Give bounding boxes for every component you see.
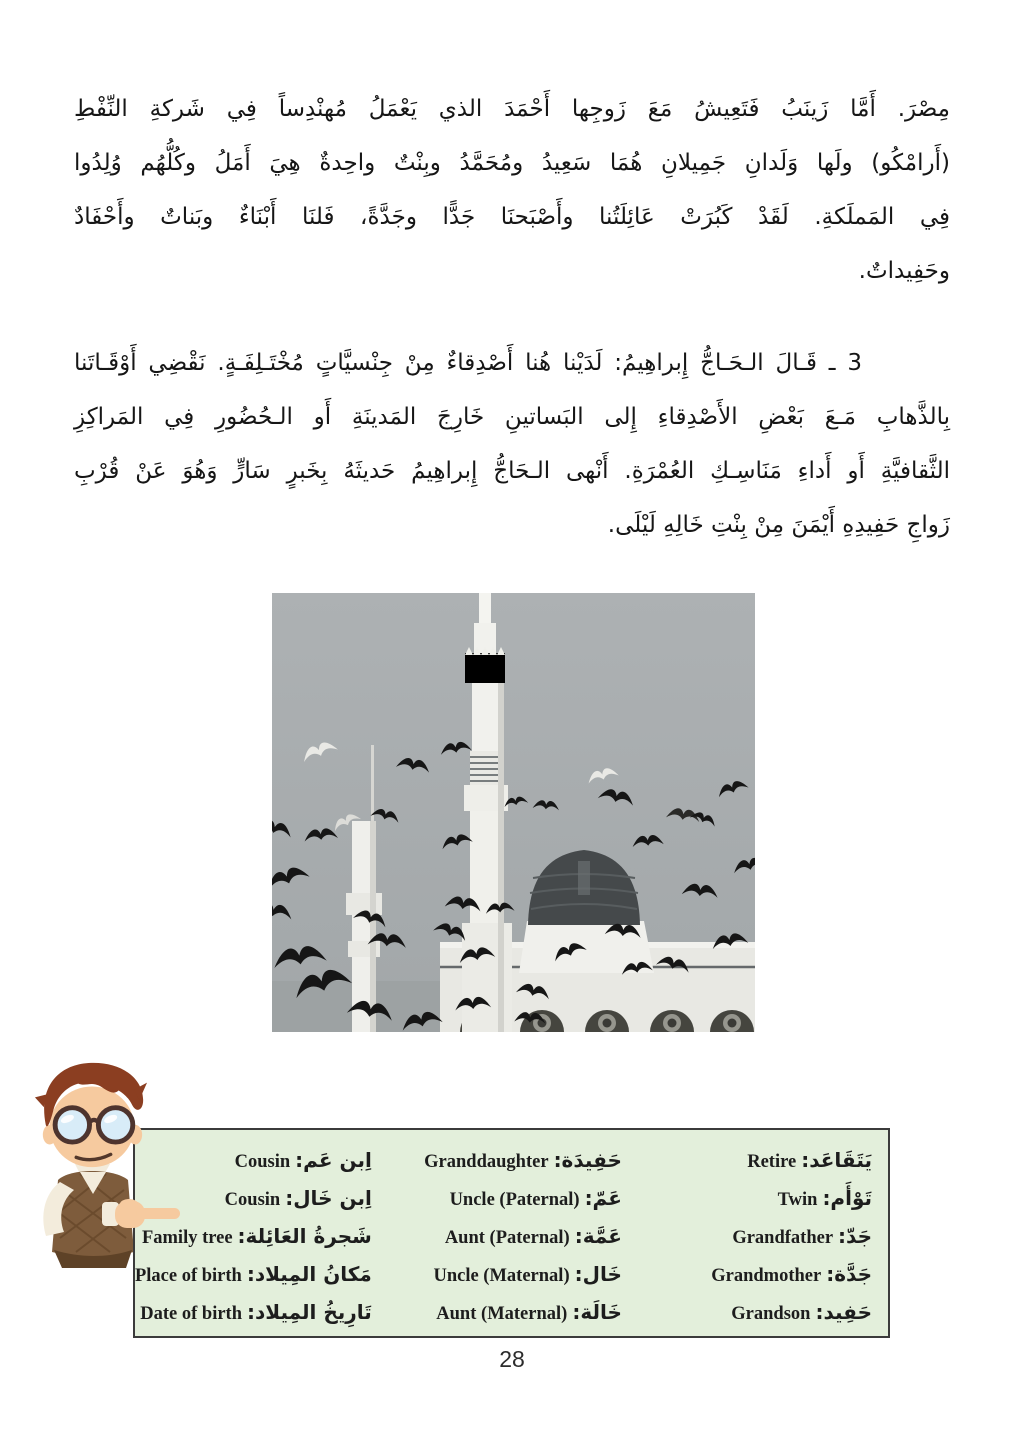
vocab-arabic: مَكانُ المِيلاد: (246, 1262, 372, 1286)
paragraph-line: (أَرامْكُو) ولَها وَلَدانِ جَمِيلانِ هُمَا سَعِيدُ ومُحَمَّدُ وبِنْتٌ واحِدةٌ هِيَ أَمَلُ وكُلُّهُم وُلِدُوا (74, 150, 950, 176)
vocab-entry (135, 1255, 388, 1293)
vocab-arabic: تَارِيخُ المِيلاد: (247, 1300, 372, 1324)
vocab-arabic: عَمّ: (584, 1186, 622, 1210)
vocab-english: Date of birth (140, 1304, 242, 1324)
paragraph-line: 3 ـ قَـالَ الـحَـاجُّ إِبراهِيمُ: لَدَيْنا هُنا أَصْدِقاءٌ مِنْ جِنْسيَّاتٍ مُخْتَـلِفَـةٍ. نَقْضِي أَوْقَـاتَنا (74, 350, 862, 376)
vocab-english: Grandmother (711, 1266, 822, 1286)
vocab-english: Grandfather (732, 1228, 834, 1248)
paragraph-line: بِالذَّهابِ مَـعَ بَعْضِ الأَصْدِقاءِ إِلى البَساتينِ خَارِجَ المَدينَةِ أَو الـحُضُورِ فِي المَراكِزِ (74, 404, 950, 430)
vocab-entry (135, 1141, 388, 1179)
page-number: 28 (499, 1346, 525, 1372)
vocab-english: Granddaughter (424, 1152, 549, 1172)
teacher-pointing-hand (102, 1196, 182, 1232)
vocab-english: (Maternal) Aunt (436, 1304, 568, 1324)
mosque-photo (272, 593, 755, 1032)
vocab-entry (388, 1141, 638, 1179)
vocab-arabic: حَفِيد: (815, 1300, 872, 1324)
vocab-english: Twin (777, 1190, 818, 1210)
vocab-arabic: اِبن خَال: (285, 1186, 372, 1210)
vocab-english: Place of birth (134, 1266, 242, 1286)
vocab-entry (388, 1293, 638, 1331)
vocab-entry (638, 1255, 888, 1293)
vocab-entry (638, 1217, 888, 1255)
arabic-paragraph-2 (74, 336, 950, 552)
vocab-english: (Paternal) Aunt (444, 1228, 570, 1248)
vocab-english: Retire (747, 1152, 797, 1172)
vocab-arabic: خَال: (574, 1262, 622, 1286)
vocab-entry (638, 1293, 888, 1331)
vocab-english: Cousin (234, 1152, 291, 1172)
vocab-column-2 (388, 1141, 638, 1336)
vocab-column-1 (638, 1141, 888, 1336)
vocab-entry (388, 1179, 638, 1217)
vocab-entry (388, 1217, 638, 1255)
arabic-paragraph-1 (74, 82, 950, 298)
teacher-character-head (32, 1056, 150, 1180)
paragraph-line: زَواجِ حَفِيدِهِ أَيْمَنَ مِنْ بِنْتِ خَالِهِ لَيْلَى. (607, 512, 950, 538)
vocab-entry (638, 1179, 888, 1217)
vocab-arabic: تَوْأَم: (822, 1186, 872, 1210)
paragraph-line: الثَّقافيَّةِ أَو أَداءِ مَنَاسِـكِ العُمْرَةِ. أَنْهى الـحَاجُّ إِبراهِيمُ حَديثَهُ بِخَبرٍ سَارٍّ وَهُوَ عَنْ قُرْبِ (74, 458, 950, 484)
vocab-arabic: شَجرةُ العَائِلة: (237, 1224, 372, 1248)
vocab-english: Family tree (141, 1228, 233, 1248)
vocab-table (133, 1128, 890, 1338)
vocab-arabic: جَدَّة: (826, 1262, 872, 1286)
vocab-arabic: عَمَّة: (574, 1224, 622, 1248)
vocab-english: (Maternal) Uncle (433, 1266, 570, 1286)
vocab-entry (388, 1255, 638, 1293)
vocab-english: Cousin (224, 1190, 281, 1210)
vocab-arabic: خَالَة: (572, 1300, 622, 1324)
vocab-column-3 (135, 1141, 388, 1336)
vocab-arabic: يَتَقَاعَد: (801, 1148, 872, 1172)
mosque-photo-art (272, 593, 755, 1032)
vocab-english: Grandson (731, 1304, 811, 1324)
vocab-arabic: اِبن عَم: (295, 1148, 372, 1172)
paragraph-line: وحَفِيداتٌ. (858, 258, 950, 284)
paragraph-line: مِصْرَ. أَمَّا زَينَبُ فَتَعِيشُ مَعَ زَوجِها أَحْمَدَ الذي يَعْمَلُ مُهنْدِساً فِي شَركةِ النِّفْطِ (74, 96, 950, 122)
vocab-arabic: جَدّ: (838, 1224, 872, 1248)
vocab-entry (638, 1141, 888, 1179)
paragraph-line: فِي المَملَكةِ. لَقَدْ كَبُرَتْ عَائِلَتُنا وأَصْبَحنَا جَدًّا وجَدَّةً، فَلنَا أَبْنَاءٌ وبَناتٌ وأَحْفَادٌ (74, 204, 950, 230)
vocab-arabic: حَفِيدَة: (553, 1148, 622, 1172)
vocab-entry (135, 1293, 388, 1331)
vocab-english: (Paternal) Uncle (449, 1190, 580, 1210)
